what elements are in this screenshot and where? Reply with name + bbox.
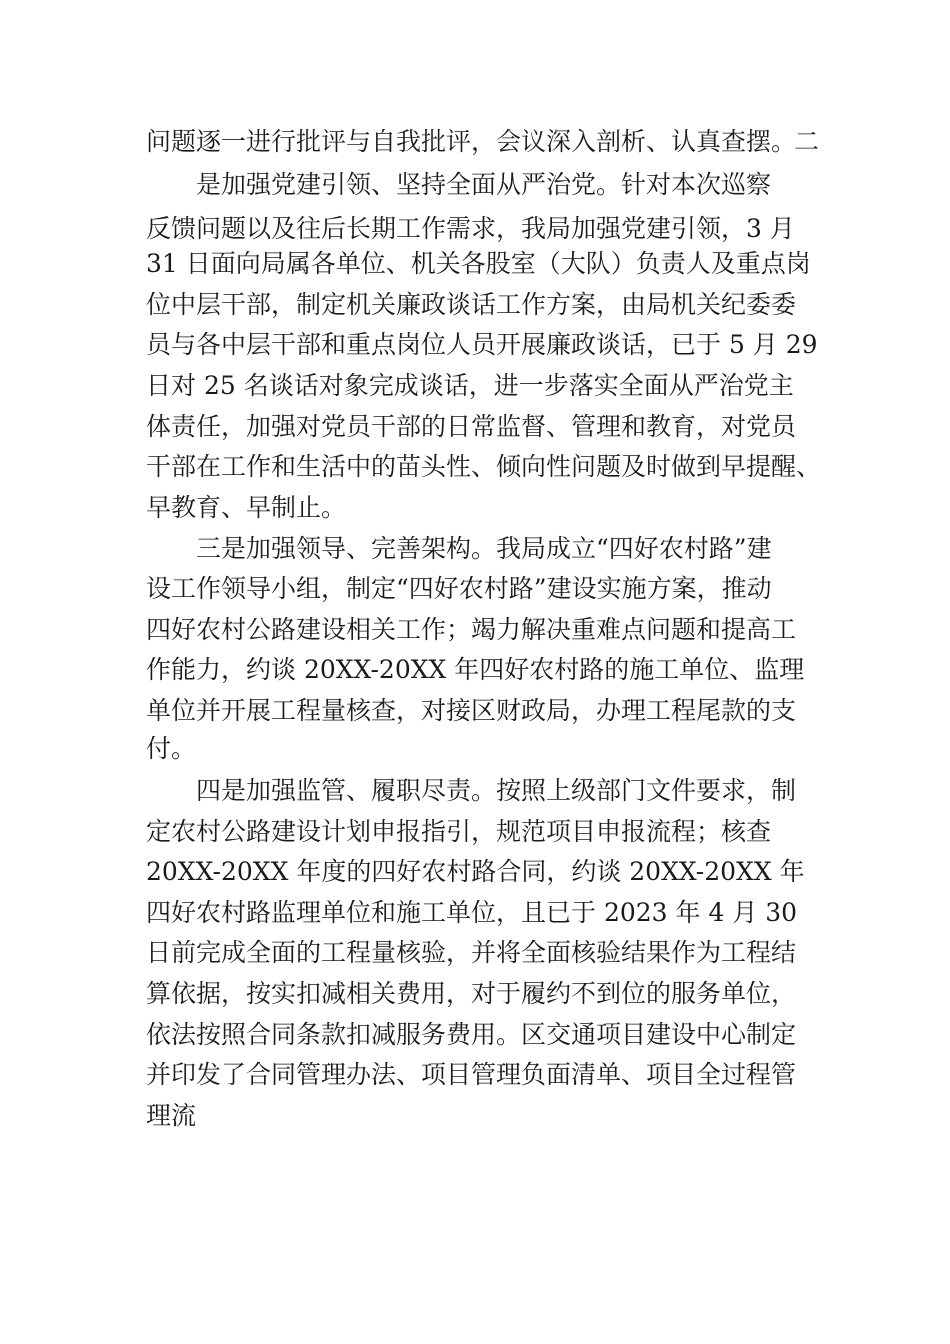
text-line: [0, 325, 950, 365]
text-line: [0, 285, 950, 325]
text-fragment: 体责任，加强对党员干部的日常监督、管理和教育，对党员: [146, 412, 797, 441]
text-line: [0, 209, 950, 249]
text-fragment: 算依据，按实扣减相关费用，对于履约不到位的服务单位，: [146, 979, 797, 1008]
text-line: [0, 729, 950, 769]
text-line: [0, 569, 950, 609]
text-fragment: 反馈问题以及往后长期工作需求，我局加强党建引领，3 月: [146, 214, 795, 243]
text-fragment: 三是加强领导、完善架构。我局成立“四好农村路”建: [196, 534, 772, 563]
text-line: [0, 529, 950, 569]
text-fragment: 依法按照合同条款扣减服务费用。区交通项目建设中心制定: [146, 1020, 797, 1049]
text-fragment: 员与各中层干部和重点岗位人员开展廉政谈话，已于 5 月 29: [146, 330, 818, 359]
text-fragment: 理流: [146, 1101, 197, 1130]
text-fragment: 付。: [146, 734, 197, 763]
text-fragment: 问题逐一进行批评与自我批评，会议深入剖析、认真查摆。: [146, 127, 797, 156]
text-fragment: 是加强党建引领、坚持全面从严治党。针对本次巡察: [196, 170, 772, 199]
text-fragment: 四好农村路监理单位和施工单位，且已于 2023 年 4 月 30: [146, 898, 798, 927]
text-line: [0, 447, 950, 487]
text-line: [0, 812, 950, 852]
text-fragment: 作能力，约谈 20XX-20XX 年四好农村路的施工单位、监理: [146, 655, 805, 684]
text-line: [0, 852, 950, 892]
text-line: [0, 165, 950, 205]
text-fragment: 早教育、早制止。: [146, 493, 347, 522]
text-line: [0, 610, 950, 650]
text-line: [0, 893, 950, 933]
text-fragment: 四是加强监管、履职尽责。按照上级部门文件要求，制: [196, 776, 797, 805]
text-fragment: 设工作领导小组，制定“四好农村路”建设实施方案，推动: [146, 574, 772, 603]
text-line: [0, 933, 950, 973]
text-fragment: 二: [794, 127, 820, 156]
text-fragment: 日前完成全面的工程量核验，并将全面核验结果作为工程结: [146, 938, 797, 967]
text-line: [0, 771, 950, 811]
text-line: [0, 366, 950, 406]
text-line: [0, 1055, 950, 1095]
text-line: [0, 1096, 950, 1136]
text-line: [0, 1015, 950, 1055]
text-fragment: 并印发了合同管理办法、项目管理负面清单、项目全过程管: [146, 1060, 797, 1089]
text-fragment: 日对 25 名谈话对象完成谈话，进一步落实全面从严治党主: [146, 371, 794, 400]
text-line: [0, 244, 950, 284]
text-line: [0, 691, 950, 731]
text-line: [0, 974, 950, 1014]
text-fragment: 单位并开展工程量核查，对接区财政局，办理工程尾款的支: [146, 696, 797, 725]
text-line: [0, 488, 950, 528]
text-line: [0, 407, 950, 447]
text-line: [0, 650, 950, 690]
text-fragment: 31 日面向局属各单位、机关各股室（大队）负责人及重点岗: [146, 249, 811, 278]
text-line: [0, 122, 950, 162]
text-fragment: 四好农村公路建设相关工作；竭力解决重难点问题和提高工: [146, 615, 797, 644]
text-fragment: 定农村公路建设计划申报指引，规范项目申报流程；核查: [146, 817, 772, 846]
text-fragment: 20XX-20XX 年度的四好农村路合同，约谈 20XX-20XX 年: [146, 857, 805, 886]
text-fragment: 干部在工作和生活中的苗头性、倾向性问题及时做到早提醒、: [146, 452, 822, 481]
text-fragment: 位中层干部，制定机关廉政谈话工作方案，由局机关纪委委: [146, 290, 797, 319]
